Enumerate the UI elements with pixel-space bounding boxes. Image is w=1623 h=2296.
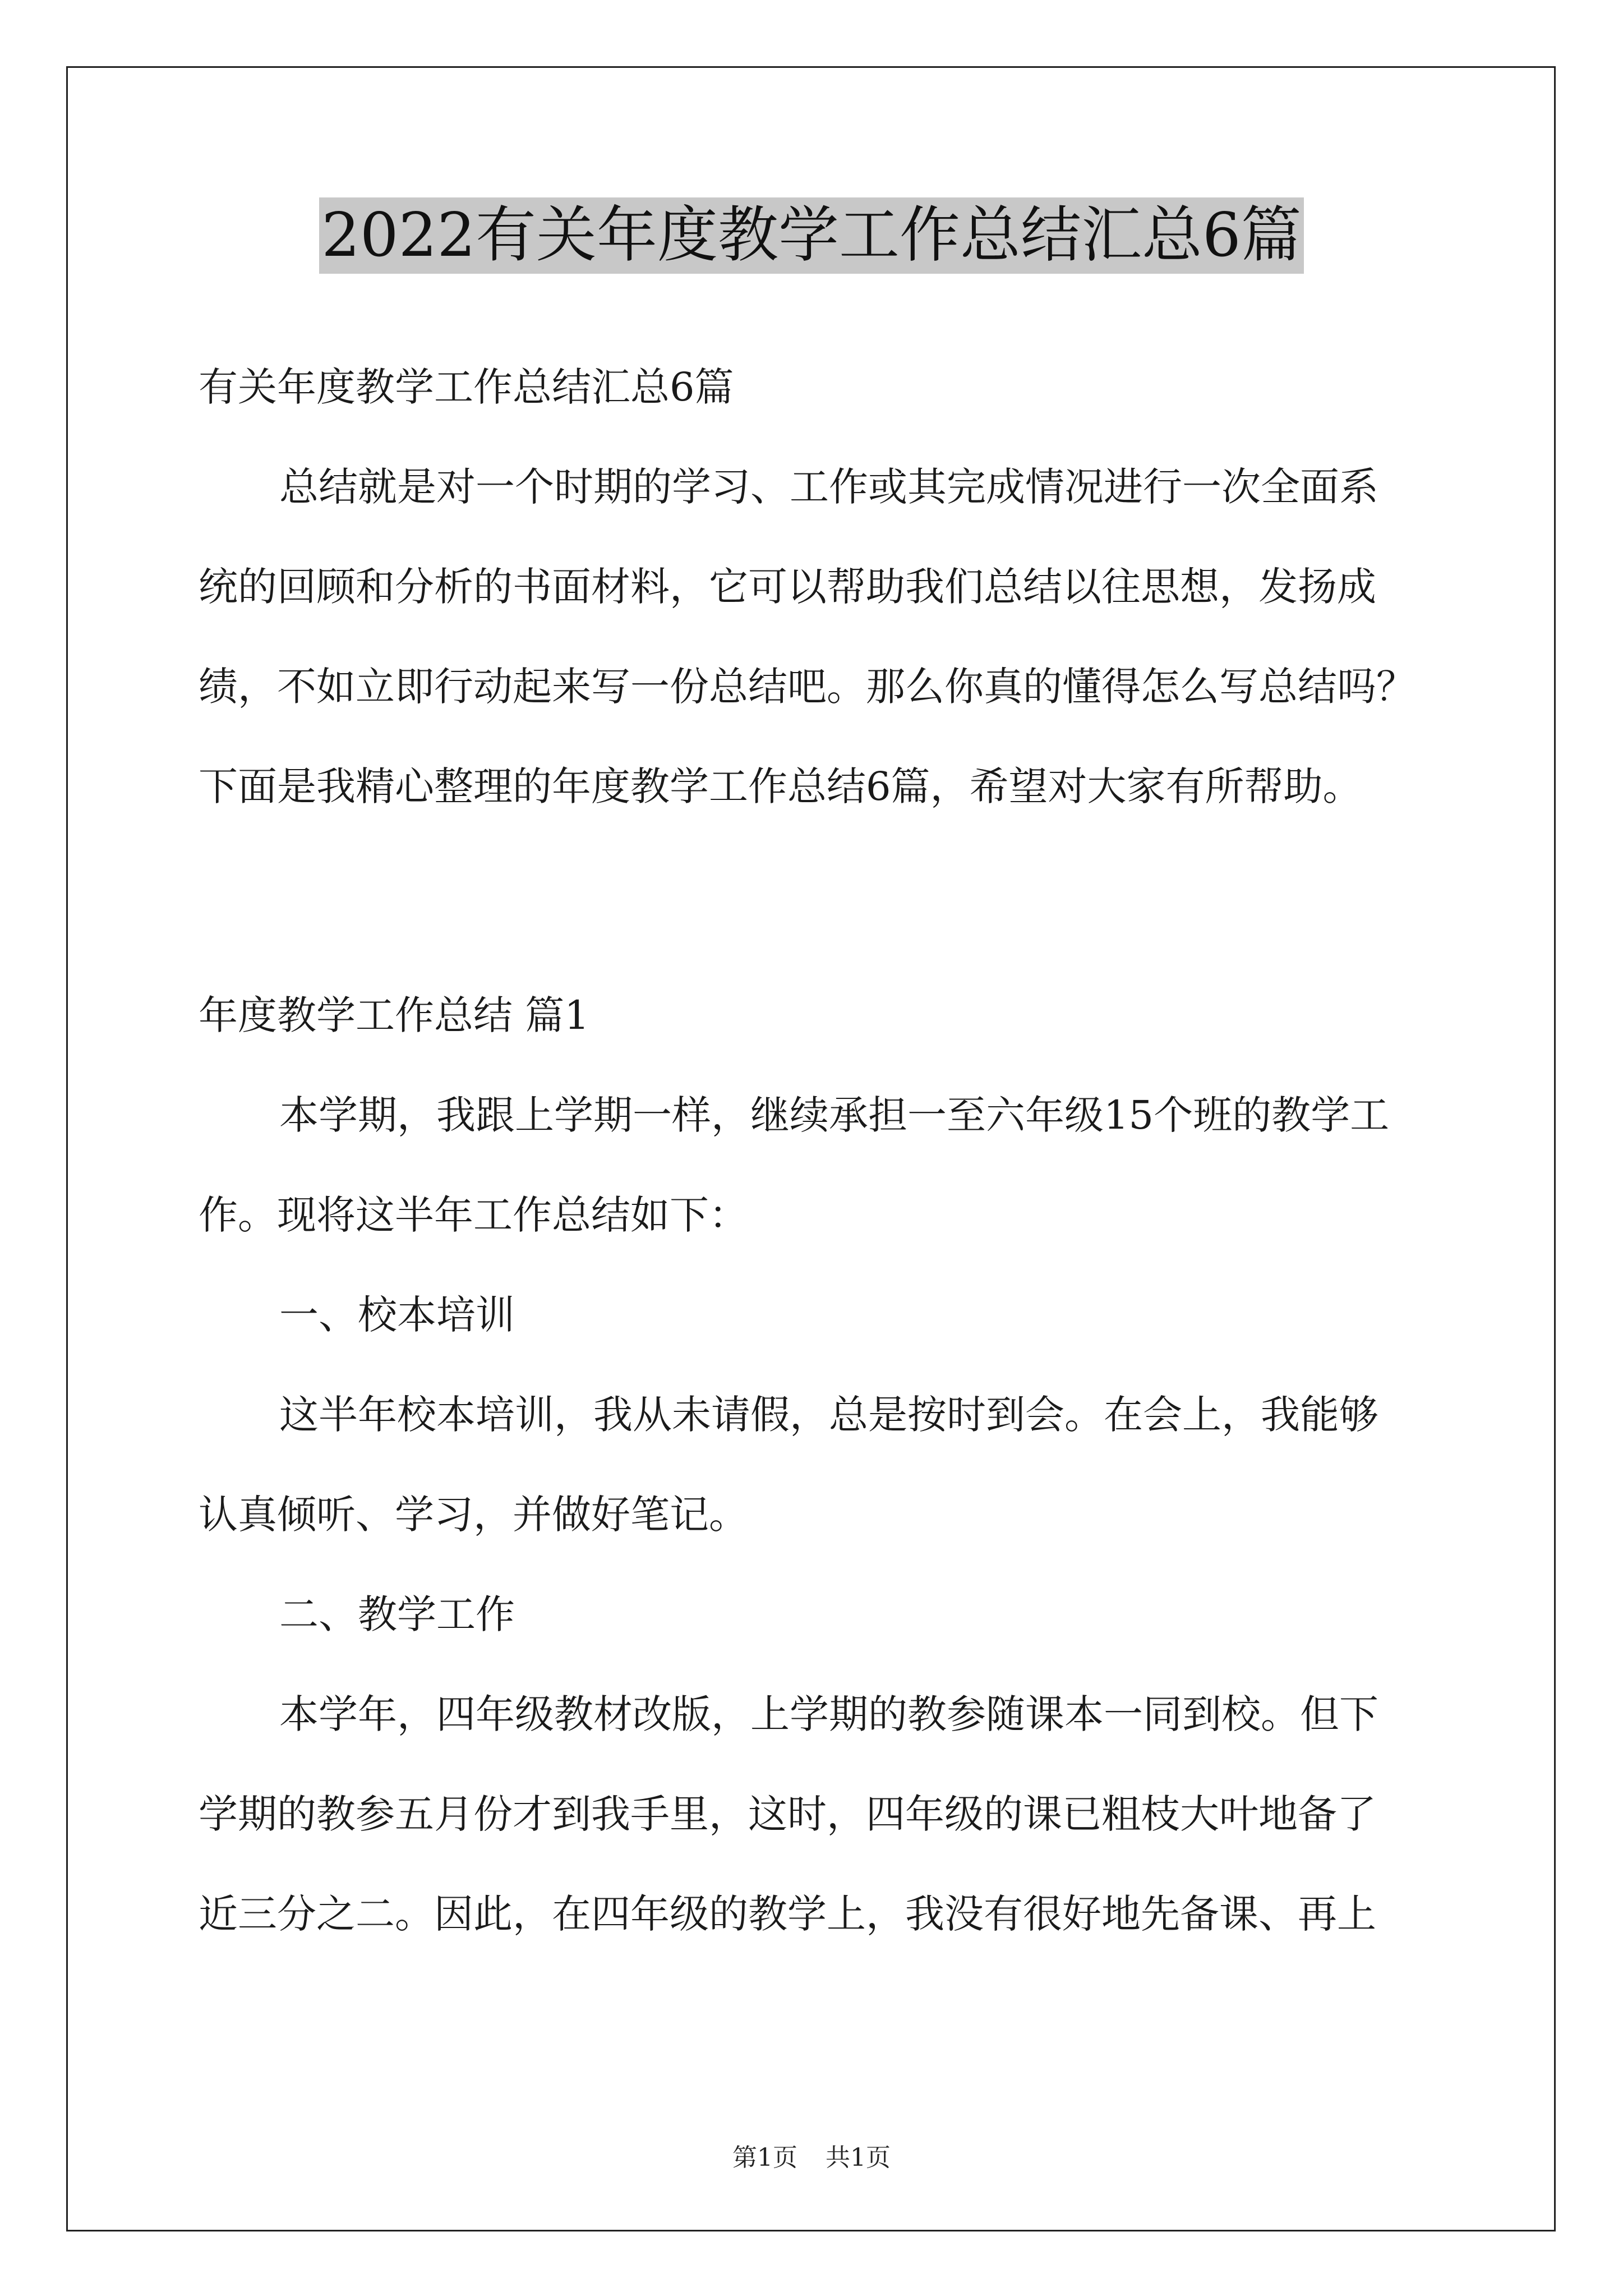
paragraph-line: 学期的教参五月份才到我手里，这时，四年级的课已粗枝大叶地备了: [199, 1791, 1376, 1837]
page-current: 第1页: [732, 2143, 797, 2172]
page-total: 共1页: [826, 2143, 891, 2172]
subtitle-line: 有关年度教学工作总结汇总6篇: [199, 364, 734, 410]
paragraph-line: 本学期，我跟上学期一样，继续承担一至六年级15个班的教学工: [279, 1092, 1390, 1138]
paragraph-line: 总结就是对一个时期的学习、工作或其完成情况进行一次全面系: [279, 464, 1378, 510]
document-title: 2022有关年度教学工作总结汇总6篇: [319, 197, 1304, 274]
page-footer: [0, 2137, 1623, 2173]
document-title-wrapper: [0, 197, 1623, 274]
paragraph-line: 绩，不如立即行动起来写一份总结吧。那么你真的懂得怎么写总结吗？: [199, 664, 1415, 710]
subsection-heading: 一、校本培训: [279, 1292, 515, 1338]
subsection-heading: 二、教学工作: [279, 1591, 515, 1637]
paragraph-line: 本学年，四年级教材改版，上学期的教参随课本一同到校。但下: [279, 1691, 1378, 1737]
paragraph-line: 认真倾听、学习，并做好笔记。: [199, 1492, 748, 1538]
paragraph-line: 统的回顾和分析的书面材料，它可以帮助我们总结以往思想，发扬成: [199, 564, 1376, 610]
paragraph-line: 这半年校本培训，我从未请假，总是按时到会。在会上，我能够: [279, 1392, 1378, 1438]
paragraph-line: 作。现将这半年工作总结如下：: [199, 1192, 748, 1238]
section-heading: 年度教学工作总结 篇1: [199, 992, 589, 1038]
paragraph-line: 近三分之二。因此，在四年级的教学上，我没有很好地先备课、再上: [199, 1891, 1376, 1937]
paragraph-line: 下面是我精心整理的年度教学工作总结6篇，希望对大家有所帮助。: [199, 763, 1362, 809]
